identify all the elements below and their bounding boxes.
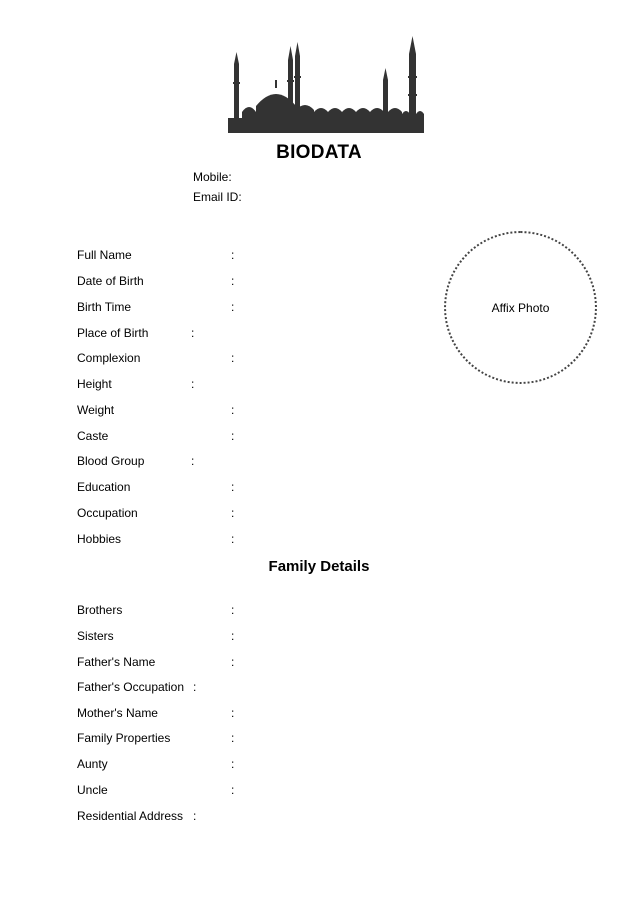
field-separator: :: [231, 429, 235, 443]
mobile-label: Mobile:: [193, 170, 232, 184]
field-label: Birth Time: [77, 300, 132, 314]
field-label: Brothers: [77, 603, 123, 617]
field-label: Weight: [77, 403, 115, 417]
field-label: Height: [77, 377, 112, 391]
field-separator: :: [231, 506, 235, 520]
field-separator: :: [231, 629, 235, 643]
field-separator: :: [231, 706, 235, 720]
field-label: Uncle: [77, 783, 108, 797]
field-separator: :: [191, 454, 195, 468]
field-separator: :: [231, 603, 235, 617]
mosque-skyline-icon: [228, 36, 424, 133]
field-label: Residential Address: [77, 809, 184, 823]
email-label: Email ID:: [193, 190, 242, 204]
field-separator: :: [231, 731, 235, 745]
field-separator: :: [231, 248, 235, 262]
field-separator: :: [191, 377, 195, 391]
field-separator: :: [231, 351, 235, 365]
field-label: Family Properties: [77, 731, 171, 745]
field-separator: :: [193, 680, 197, 694]
field-separator: :: [231, 655, 235, 669]
field-label: Complexion: [77, 351, 141, 365]
field-separator: :: [193, 809, 197, 823]
field-label: Full Name: [77, 248, 132, 262]
field-label: Caste: [77, 429, 109, 443]
field-label: Occupation: [77, 506, 138, 520]
field-label: Date of Birth: [77, 274, 144, 288]
field-separator: :: [231, 532, 235, 546]
family-details-heading: Family Details: [268, 558, 370, 575]
field-label: Sisters: [77, 629, 114, 643]
field-label: Father's Name: [77, 655, 156, 669]
photo-placeholder[interactable]: [444, 231, 597, 384]
field-separator: :: [231, 274, 235, 288]
page-title: BIODATA: [276, 142, 362, 163]
field-label: Blood Group: [77, 454, 145, 468]
field-separator: :: [231, 757, 235, 771]
field-label: Father's Occupation: [77, 680, 185, 694]
field-separator: :: [191, 326, 195, 340]
photo-label: Affix Photo: [491, 300, 550, 315]
field-separator: :: [231, 300, 235, 314]
field-separator: :: [231, 403, 235, 417]
field-label: Hobbies: [77, 532, 122, 546]
field-separator: :: [231, 783, 235, 797]
field-label: Mother's Name: [77, 706, 158, 720]
field-label: Education: [77, 480, 131, 494]
field-label: Aunty: [77, 757, 108, 771]
field-label: Place of Birth: [77, 326, 149, 340]
field-separator: :: [231, 480, 235, 494]
